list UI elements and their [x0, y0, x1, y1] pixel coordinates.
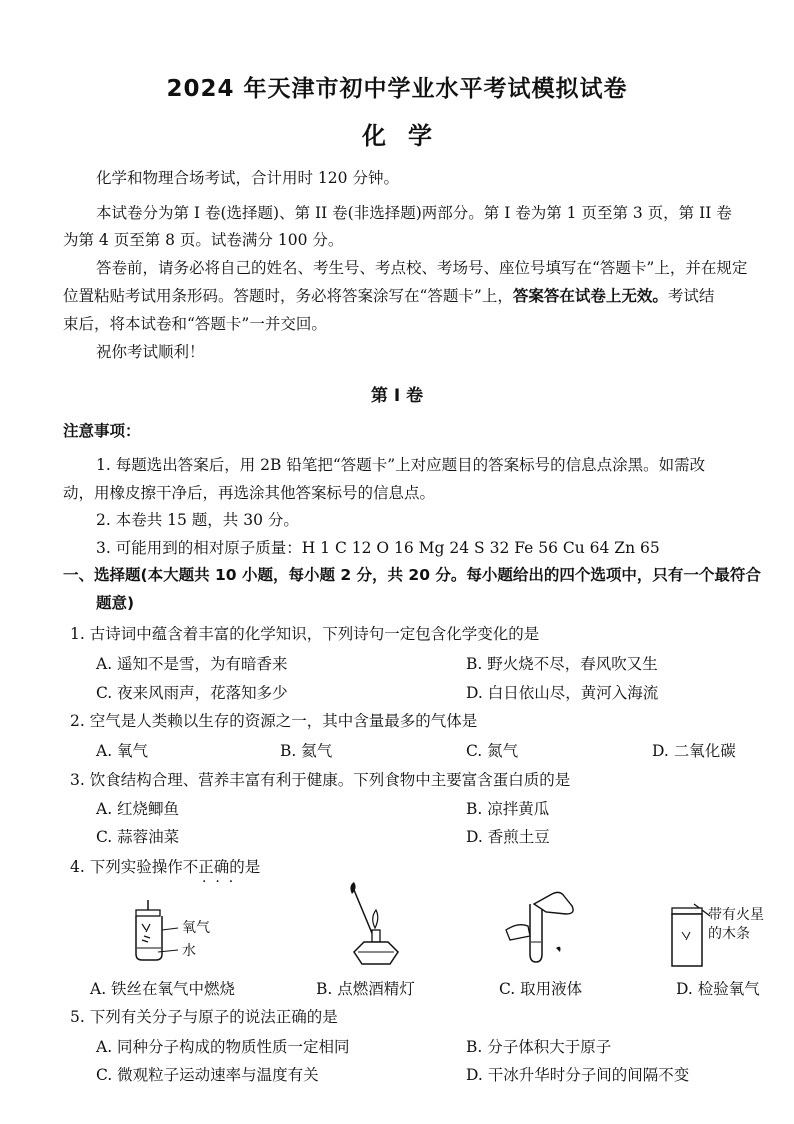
- intro-line-1: 化学和物理合场考试，合计用时 120 分钟。: [96, 169, 399, 187]
- question-2-stem: 2. 空气是人类赖以生存的资源之一，其中含量最多的气体是: [70, 712, 478, 730]
- part-1-heading-line-1: 一、选择题(本大题共 10 小题，每小题 2 分，共 20 分。每小题给出的四个选项中，只有一个最符合: [63, 566, 761, 584]
- glowing-stick-label-line-2: 的木条: [708, 926, 750, 942]
- question-5-option-a: A. 同种分子构成的物质性质一定相同: [96, 1038, 350, 1056]
- question-2-option-a: A. 氧气: [96, 742, 149, 760]
- question-3-option-b: B. 凉拌黄瓜: [466, 800, 550, 818]
- water-label: 水: [182, 943, 196, 959]
- question-1-option-a: A. 遥知不是雪，为有暗香来: [96, 655, 288, 673]
- question-4-option-c: C. 取用液体: [499, 980, 583, 998]
- question-1-option-d: D. 白日依山尽，黄河入海流: [466, 684, 659, 702]
- intro-line-5-a: 位置粘贴考试用条形码。答题时，务必将答案涂写在“答题卡”上，: [63, 287, 513, 305]
- question-4-option-d: D. 检验氧气: [676, 980, 760, 998]
- question-4-stem: 4. 下列实验操作不正确的是: [70, 858, 261, 876]
- section-title: 第 I 卷: [370, 386, 424, 406]
- question-1-option-b: B. 野火烧不尽，春风吹又生: [466, 655, 658, 673]
- note-3: 3. 可能用到的相对原子质量：H 1 C 12 O 16 Mg 24 S 32 Fe 56 Cu 64 Zn 65: [96, 539, 660, 557]
- note-1-line-2: 动，用橡皮擦干净后，再选涂其他答案标号的信息点。: [63, 484, 436, 502]
- notes-heading: 注意事项：: [63, 422, 141, 440]
- question-2-option-b: B. 氦气: [280, 742, 333, 760]
- intro-line-4: 答卷前，请务必将自己的姓名、考生号、考点校、考场号、座位号填写在“答题卡”上，并在规定: [96, 259, 748, 277]
- question-1-option-c: C. 夜来风雨声，花落知多少: [96, 684, 288, 702]
- intro-line-7: 祝你考试顺利！: [96, 343, 205, 361]
- question-1-stem: 1. 古诗词中蕴含着丰富的化学知识，下列诗句一定包含化学变化的是: [70, 625, 540, 643]
- alcohol-lamp-figure: [340, 888, 410, 978]
- oxygen-label: 氧气: [182, 920, 210, 936]
- question-5-option-c: C. 微观粒子运动速率与温度有关: [96, 1066, 319, 1084]
- exam-title: 2024 年天津市初中学业水平考试模拟试卷: [166, 76, 628, 102]
- glowing-stick-label-line-1: 带有火星: [708, 907, 764, 923]
- part-1-heading-line-2: 题意): [96, 594, 135, 612]
- intro-line-5: [63, 286, 714, 306]
- question-5-stem: 5. 下列有关分子与原子的说法正确的是: [70, 1008, 338, 1026]
- note-2: 2. 本卷共 15 题，共 30 分。: [96, 511, 299, 529]
- question-2-option-d: D. 二氧化碳: [652, 742, 736, 760]
- question-3-option-d: D. 香煎土豆: [466, 828, 550, 846]
- question-5-option-b: B. 分子体积大于原子: [466, 1038, 612, 1056]
- test-tube-pouring-figure: [500, 890, 590, 970]
- question-2-option-c: C. 氮气: [466, 742, 519, 760]
- emphasis-dots: · · ·: [202, 874, 234, 890]
- iron-wire-combustion-figure: [128, 900, 228, 970]
- question-4-option-b: B. 点燃酒精灯: [316, 980, 415, 998]
- question-3-stem: 3. 饮食结构合理、营养丰富有利于健康。下列食物中主要富含蛋白质的是: [70, 771, 571, 789]
- intro-line-6: 束后，将本试卷和“答题卡”一并交回。: [63, 315, 327, 333]
- intro-line-2: 本试卷分为第 I 卷(选择题)、第 II 卷(非选择题)两部分。第 I 卷为第 1 页至第 3 页，第 II 卷: [96, 204, 732, 222]
- intro-line-3: 为第 4 页至第 8 页。试卷满分 100 分。: [63, 231, 344, 249]
- intro-line-5-emphasis: 答案答在试卷上无效。: [512, 287, 668, 305]
- intro-line-5-c: 考试结: [667, 287, 715, 305]
- subject-title: 化学: [362, 122, 454, 150]
- question-5-option-d: D. 干冰升华时分子间的间隔不变: [466, 1066, 690, 1084]
- question-3-option-c: C. 蒜蓉油菜: [96, 828, 180, 846]
- note-1-line-1: 1. 每题选出答案后，用 2B 铅笔把“答题卡”上对应题目的答案标号的信息点涂黑。如需改: [96, 456, 706, 474]
- question-3-option-a: A. 红烧鲫鱼: [96, 800, 180, 818]
- question-4-option-a: A. 铁丝在氧气中燃烧: [90, 980, 236, 998]
